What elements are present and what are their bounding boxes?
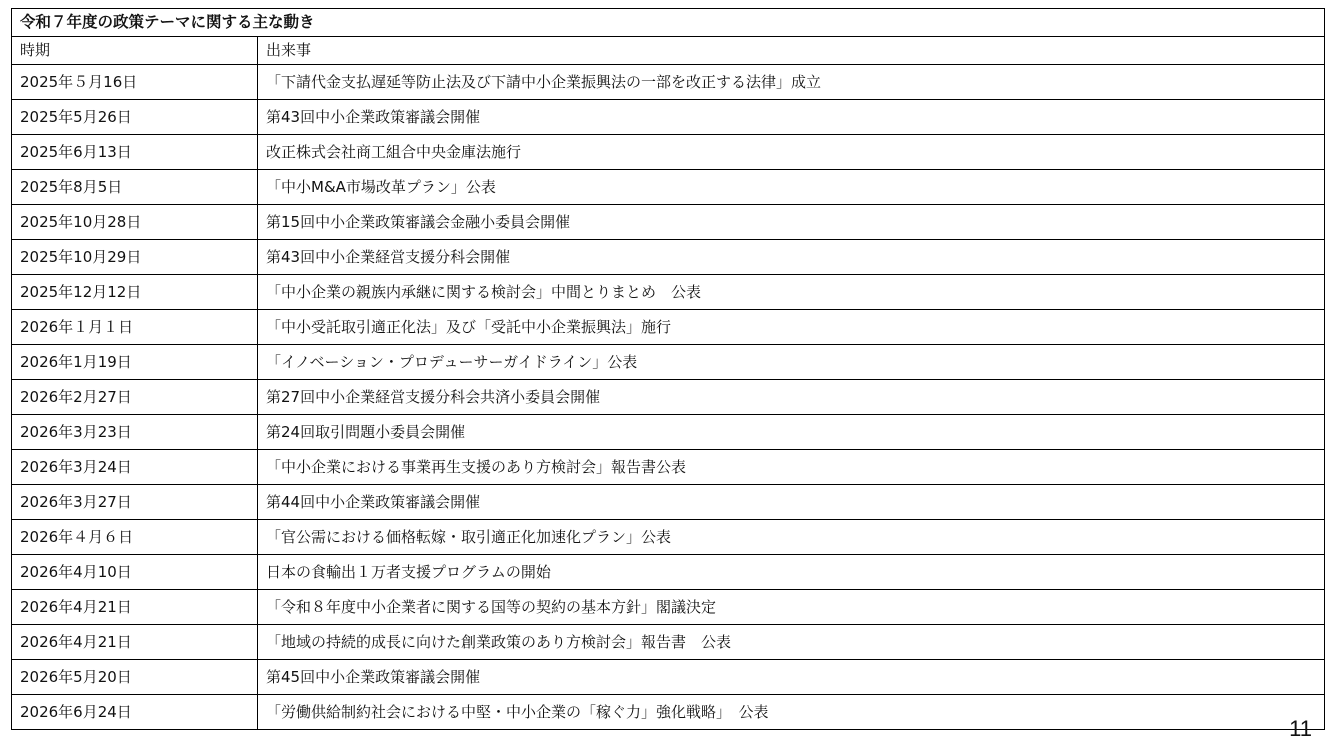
table-row: [12, 450, 1325, 485]
table-row: [12, 660, 1325, 695]
row-date: 2026年4月21日: [12, 625, 258, 660]
row-event: 「中小企業における事業再生支援のあり方検討会」報告書公表: [258, 450, 1325, 485]
row-event: 「中小受託取引適正化法」及び「受託中小企業振興法」施行: [258, 310, 1325, 345]
row-event: 第15回中小企業政策審議会金融小委員会開催: [258, 205, 1325, 240]
row-event: 第43回中小企業政策審議会開催: [258, 100, 1325, 135]
row-event: 第44回中小企業政策審議会開催: [258, 485, 1325, 520]
row-date: 2025年8月5日: [12, 170, 258, 205]
row-event: 日本の食輸出１万者支援プログラムの開始: [258, 555, 1325, 590]
policy-timeline-sheet: [11, 8, 1324, 730]
table-body: [12, 65, 1325, 730]
row-date: 2026年1月19日: [12, 345, 258, 380]
row-event: 「中小M&A市場改革プラン」公表: [258, 170, 1325, 205]
table-row: [12, 310, 1325, 345]
table-title: 令和７年度の政策テーマに関する主な動き: [12, 9, 1325, 37]
table-row: [12, 415, 1325, 450]
row-date: 2025年12月12日: [12, 275, 258, 310]
column-header-row: [12, 37, 1325, 65]
table-row: [12, 65, 1325, 100]
table-row: [12, 170, 1325, 205]
column-header-period: 時期: [12, 37, 258, 65]
table-row: [12, 135, 1325, 170]
table-row: [12, 625, 1325, 660]
row-event: 「イノベーション・プロデューサーガイドライン」公表: [258, 345, 1325, 380]
row-date: 2025年5月26日: [12, 100, 258, 135]
title-row: [12, 9, 1325, 37]
row-date: 2026年6月24日: [12, 695, 258, 730]
table-row: [12, 240, 1325, 275]
row-date: 2025年10月29日: [12, 240, 258, 275]
table-row: [12, 380, 1325, 415]
row-date: 2025年５月16日: [12, 65, 258, 100]
table-row: [12, 100, 1325, 135]
row-event: 「労働供給制約社会における中堅・中小企業の「稼ぐ力」強化戦略」 公表: [258, 695, 1325, 730]
table-row: [12, 520, 1325, 555]
table-row: [12, 485, 1325, 520]
row-date: 2026年3月23日: [12, 415, 258, 450]
row-date: 2026年2月27日: [12, 380, 258, 415]
row-date: 2026年4月21日: [12, 590, 258, 625]
row-date: 2026年5月20日: [12, 660, 258, 695]
table-row: [12, 695, 1325, 730]
row-event: 「地域の持続的成長に向けた創業政策のあり方検討会」報告書 公表: [258, 625, 1325, 660]
row-event: 第27回中小企業経営支援分科会共済小委員会開催: [258, 380, 1325, 415]
row-date: 2025年10月28日: [12, 205, 258, 240]
row-event: 第43回中小企業経営支援分科会開催: [258, 240, 1325, 275]
row-date: 2026年4月10日: [12, 555, 258, 590]
column-header-event: 出来事: [258, 37, 1325, 65]
table-row: [12, 345, 1325, 380]
row-event: 第45回中小企業政策審議会開催: [258, 660, 1325, 695]
page-number: 11: [1289, 716, 1312, 741]
row-event: 「中小企業の親族内承継に関する検討会」中間とりまとめ 公表: [258, 275, 1325, 310]
row-event: 「令和８年度中小企業者に関する国等の契約の基本方針」閣議決定: [258, 590, 1325, 625]
row-date: 2026年3月27日: [12, 485, 258, 520]
row-event: 第24回取引問題小委員会開催: [258, 415, 1325, 450]
row-date: 2025年6月13日: [12, 135, 258, 170]
policy-timeline-table: [11, 8, 1325, 730]
table-row: [12, 275, 1325, 310]
row-date: 2026年１月１日: [12, 310, 258, 345]
row-event: 改正株式会社商工組合中央金庫法施行: [258, 135, 1325, 170]
row-date: 2026年４月６日: [12, 520, 258, 555]
row-date: 2026年3月24日: [12, 450, 258, 485]
table-row: [12, 205, 1325, 240]
row-event: 「官公需における価格転嫁・取引適正化加速化プラン」公表: [258, 520, 1325, 555]
table-row: [12, 590, 1325, 625]
table-row: [12, 555, 1325, 590]
row-event: 「下請代金支払遅延等防止法及び下請中小企業振興法の一部を改正する法律」成立: [258, 65, 1325, 100]
